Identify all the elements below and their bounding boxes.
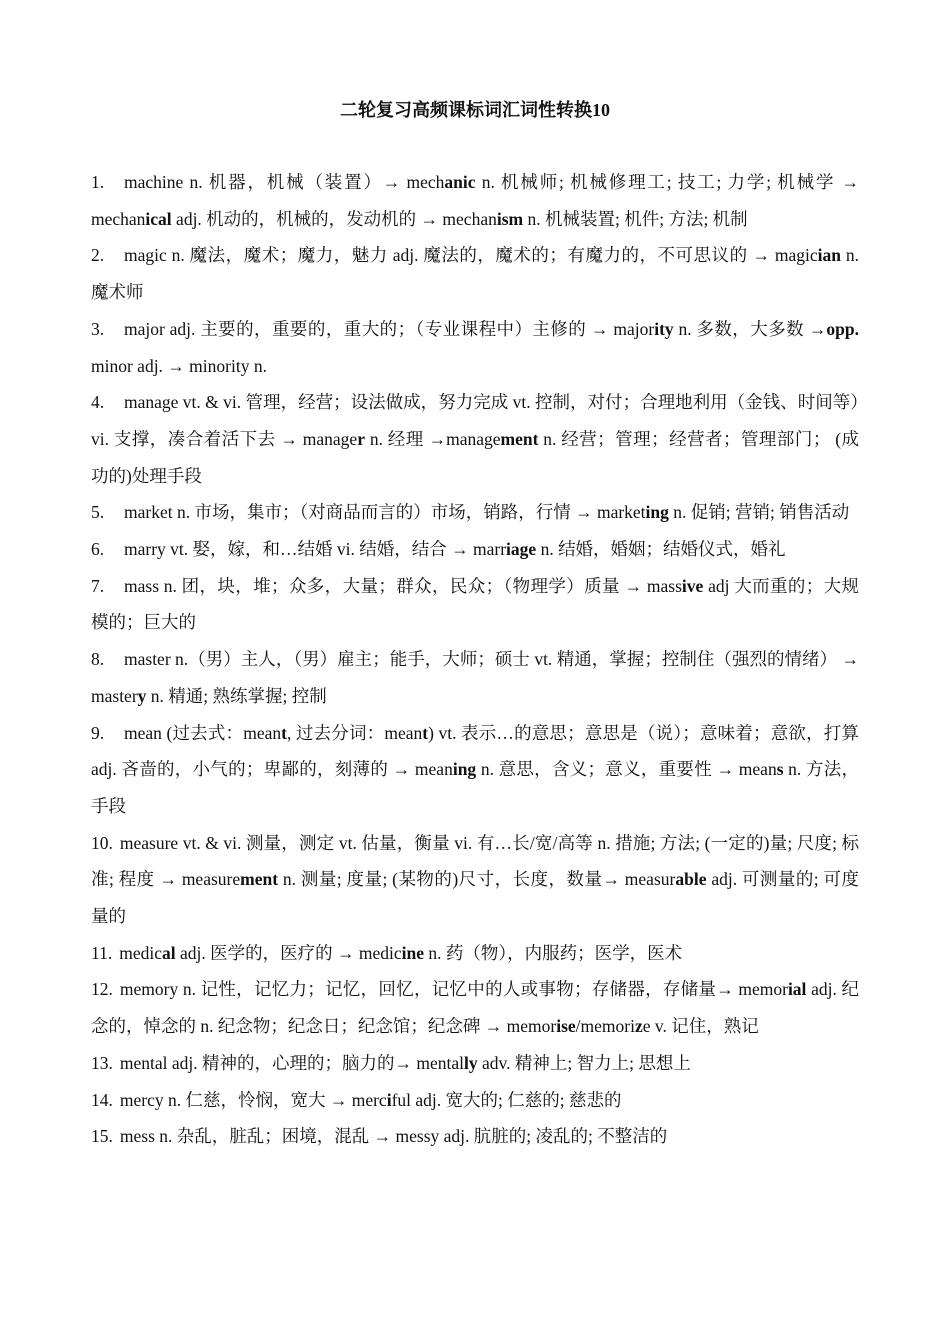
highlighted-suffix: ism [496, 208, 524, 229]
entry-text: n. 意思，含义；意义，重要性 → mean [476, 759, 777, 780]
vocab-entry [91, 1082, 859, 1119]
entry-text: mercy n. 仁慈，怜悯，宽大 → merc [119, 1089, 387, 1110]
entry-text: mental adj. 精神的，心理的；脑力的→ mental [119, 1052, 464, 1073]
entry-text: e v. 记住，熟记 [642, 1016, 759, 1037]
highlighted-suffix: ment [240, 869, 279, 890]
vocab-entry [91, 494, 859, 531]
vocab-entry [91, 384, 859, 494]
highlighted-suffix: ing [645, 502, 669, 523]
entry-number: 11. [91, 942, 113, 963]
highlighted-suffix: al [162, 942, 176, 963]
entry-number: 13. [91, 1052, 113, 1073]
entry-text: marry vt. 娶，嫁，和…结婚 vi. 结婚，结合 → marr [124, 539, 507, 560]
entry-text: minor adj. → minority n. [91, 355, 267, 376]
entry-text: master n.（男）主人，（男）雇主；能手，大师；硕士 vt. 精通，掌握；控制住（强烈的情绪） → master [91, 649, 859, 706]
entry-text: manage vt. & vi. 管理，经营；设法做成，努力完成 vt. 控制，对付；合理地利用（金钱、时间等）vi. 支撑，凑合着活下去 → manage [91, 392, 859, 449]
highlighted-suffix: opp. [826, 318, 859, 339]
entry-number: 10. [91, 832, 113, 853]
highlighted-suffix: ise [556, 1016, 576, 1037]
entry-text: n. 药（物），内服药；医学，医术 [424, 942, 683, 963]
entry-text: medic [119, 942, 162, 963]
vocab-entry [91, 715, 859, 825]
highlighted-suffix: ian [817, 245, 841, 266]
entry-text: adj 大而重的；大规模的；巨大的 [91, 575, 859, 633]
entry-text: mean (过去式：mean [124, 722, 282, 743]
highlighted-suffix: ing [452, 759, 477, 780]
entry-text: measure vt. & vi. 测量，测定 vt. 估量，衡量 vi. 有…长/宽/高等 n. 措施; 方法; (一定的)量; 尺度; 标准; 程度 → measure [91, 832, 859, 890]
entry-text: , 过去分词：mean [286, 722, 423, 743]
entry-text: n. 测量; 度量; (某物的)尺寸，长度，数量→ measur [278, 869, 676, 890]
vocab-entry [91, 971, 859, 1044]
entry-number: 7. [91, 575, 105, 596]
highlighted-suffix: y [137, 685, 147, 706]
entry-text: n. 机械装置; 机件; 方法; 机制 [523, 208, 748, 229]
entry-number: 2. [91, 245, 105, 266]
highlighted-suffix: ine [401, 942, 425, 963]
entry-text: adj. 机动的，机械的，发动机的 → mechan [171, 208, 497, 229]
highlighted-suffix: anic [444, 172, 476, 192]
entry-text: n. 魔术师 [91, 245, 859, 303]
entry-text: ful adj. 宽大的; 仁慈的; 慈悲的 [391, 1089, 622, 1110]
entry-number: 15. [91, 1126, 113, 1147]
vocab-entry [91, 641, 859, 714]
entry-text: memory n. 记性，记忆力；记忆，回忆，记忆中的人或事物；存储器，存储量→ memor [119, 979, 788, 1000]
vocab-entry [91, 237, 859, 310]
entry-text: machine n. 机器，机械（装置）→ mech [124, 172, 445, 192]
highlighted-suffix: ial [787, 979, 807, 1000]
vocab-entry [91, 1118, 859, 1155]
vocab-entry [91, 935, 859, 972]
highlighted-suffix: r [357, 428, 365, 449]
entry-text: n. 促销; 营销; 销售活动 [668, 502, 850, 523]
entry-number: 9. [91, 722, 105, 743]
page-title: 二轮复习高频课标词汇词性转换10 [340, 100, 610, 120]
vocab-entry [91, 1045, 859, 1082]
entry-number: 4. [91, 392, 105, 413]
highlighted-suffix: ment [500, 428, 539, 449]
vocab-entry [91, 825, 859, 935]
entry-text: mess n. 杂乱，脏乱；困境，混乱 → messy adj. 肮脏的; 凌乱的; 不整洁的 [119, 1126, 668, 1147]
entry-text: ) vt. 表示…的意思；意思是（说）；意味着；意欲，打算 adj. 吝啬的，小气的；卑鄙的，刻薄的 → mean [91, 722, 859, 780]
highlighted-suffix: z [634, 1016, 643, 1037]
entry-text: adj. 纪念的，悼念的 n. 纪念物；纪念日；纪念馆；纪念碑 → memor [91, 979, 859, 1037]
entry-text: adj. 可测量的; 可度量的 [91, 869, 859, 927]
highlighted-suffix: iage [506, 539, 537, 560]
entry-text: n. 方法，手段 [91, 759, 860, 816]
vocab-entry [91, 531, 859, 568]
entry-number: 1. [91, 172, 105, 192]
entry-text: n. 精通; 熟练掌握; 控制 [146, 685, 327, 706]
entry-text: major adj. 主要的，重要的，重大的；（专业课程中）主修的 → major [124, 318, 655, 339]
entry-text: n. 结婚，婚姻；结婚仪式，婚礼 [536, 539, 786, 560]
entry-number: 6. [91, 539, 105, 560]
highlighted-suffix: i [386, 1089, 392, 1110]
entry-text: magic n. 魔法，魔术；魔力，魅力 adj. 魔法的，魔术的；有魔力的，不可思议的 → magic [124, 245, 818, 266]
entry-number: 12. [91, 979, 113, 1000]
vocab-entry [91, 311, 859, 384]
entry-text: adv. 精神上; 智力上; 思想上 [477, 1052, 691, 1073]
vocab-entry [91, 568, 859, 641]
vocab-entry [91, 164, 859, 237]
highlighted-suffix: t [422, 722, 429, 743]
highlighted-suffix: t [281, 722, 287, 743]
vocabulary-list [91, 164, 859, 1155]
entry-text: /memori [575, 1016, 635, 1037]
highlighted-suffix: ive [681, 575, 704, 596]
entry-number: 8. [91, 649, 105, 670]
entry-text: adj. 医学的，医疗的 → medic [175, 942, 402, 963]
highlighted-suffix: able [675, 869, 707, 890]
entry-text: n. 经营；管理；经营者；管理部门； (成功的)处理手段 [91, 428, 860, 486]
entry-number: 5. [91, 502, 105, 523]
highlighted-suffix: ity [654, 318, 674, 339]
highlighted-suffix: ly [464, 1052, 478, 1073]
entry-number: 3. [91, 318, 105, 339]
entry-text: market n. 市场，集市；（对商品而言的）市场，销路，行情 → market [124, 502, 646, 523]
entry-text: n. 机械师; 机械修理工; 技工; 力学; 机械学 → mechan [91, 172, 859, 229]
entry-text: n. 多数，大多数 → [673, 318, 827, 339]
entry-number: 14. [91, 1089, 113, 1110]
entry-text: mass n. 团，块，堆；众多，大量；群众，民众；（物理学）质量 → mass [124, 575, 682, 596]
highlighted-suffix: s [776, 759, 784, 780]
entry-text: n. 经理 →manage [364, 428, 501, 449]
highlighted-suffix: ical [145, 208, 172, 229]
